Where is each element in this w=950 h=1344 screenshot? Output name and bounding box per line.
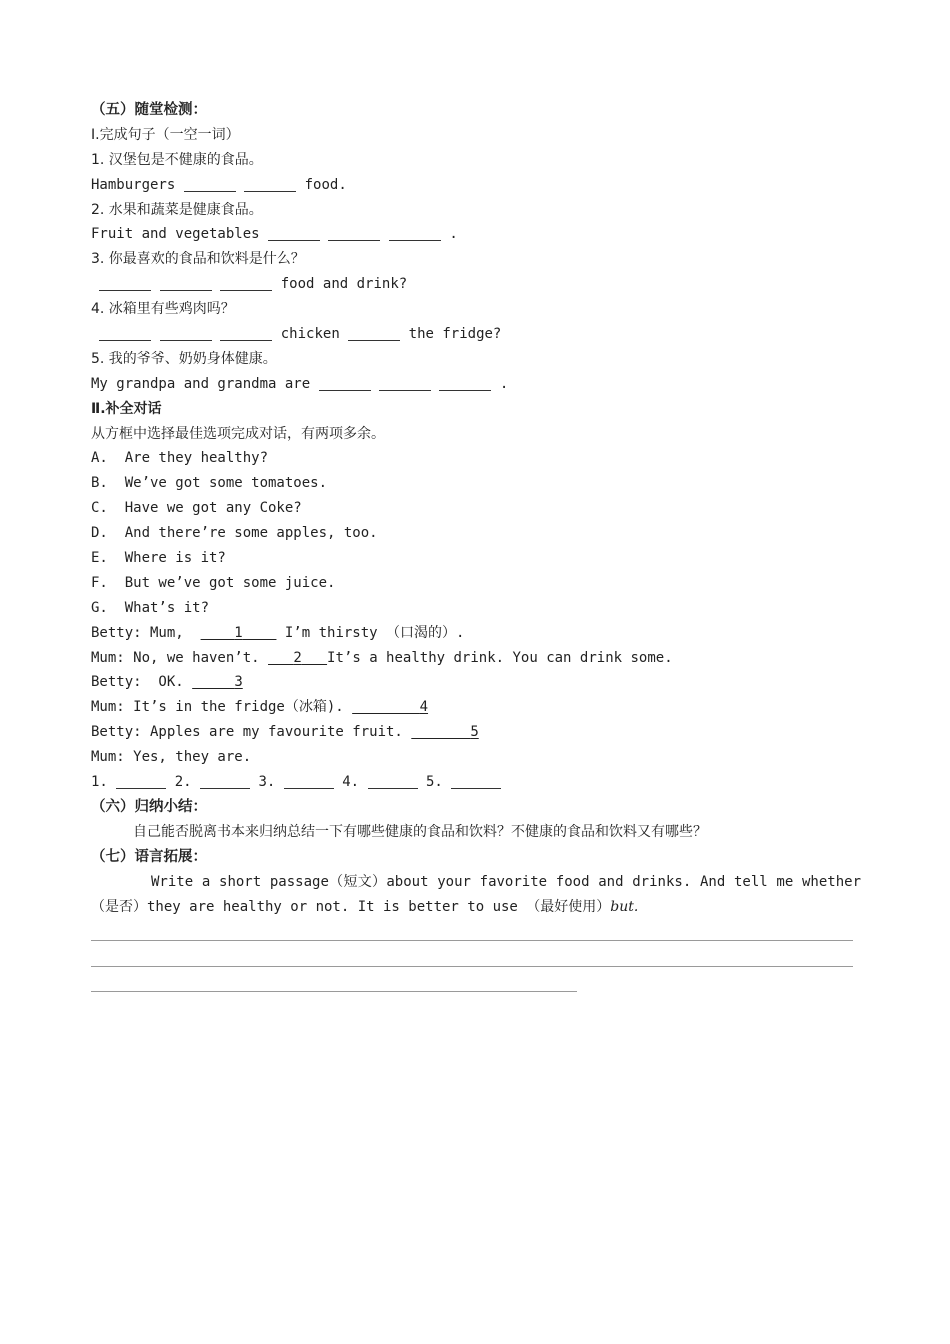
option-d: D. And there’re some apples, too. [91, 525, 378, 542]
item1-english: Hamburgers food. [91, 176, 347, 193]
blank[interactable] [184, 175, 236, 192]
option-c: C. Have we got any Coke? [91, 500, 302, 517]
dialogue-line: Mum: Yes, they are. [91, 749, 252, 766]
blank[interactable] [160, 324, 212, 341]
dialogue-line: Mum: No, we haven’t. 2 It’s a healthy drink. You can drink some. [91, 646, 861, 671]
writing-line[interactable] [91, 991, 577, 992]
worksheet-page [91, 98, 861, 920]
section7-text: Write a short passage（短文）about your favorite food and drinks. And tell me whether（是否）they are healthy or not. It is better to use （最好使用）but. [91, 873, 861, 915]
blank[interactable] [220, 274, 272, 291]
dialogue-line: Mum: It’s in the fridge（冰箱). 4 [91, 695, 861, 720]
dialogue-line: Betty: Mum, 1 I’m thirsty （口渴的）. [91, 621, 861, 646]
writing-line[interactable] [91, 940, 853, 941]
answer-blank[interactable] [451, 772, 501, 789]
blank[interactable] [160, 274, 212, 291]
option-f: F. But we’ve got some juice. [91, 574, 336, 591]
answer-row: 1. 2. 3. 4. 5. [91, 770, 861, 795]
blank[interactable] [348, 324, 400, 341]
answer-blank[interactable] [368, 772, 418, 789]
blank[interactable] [328, 224, 380, 241]
section6-heading: （六）归纳小结： [91, 798, 207, 815]
item1-chinese: 1. 汉堡包是不健康的食品。 [91, 151, 263, 168]
answer-blank[interactable] [200, 772, 250, 789]
item2-english: Fruit and vegetables . [91, 226, 458, 243]
blank[interactable] [99, 274, 151, 291]
item5-english: My grandpa and grandma are . [91, 375, 509, 392]
item4-chinese: 4. 冰箱里有些鸡肉吗？ [91, 301, 235, 318]
blank[interactable] [268, 224, 320, 241]
blank[interactable] [389, 224, 441, 241]
option-e: E. Where is it? [91, 550, 226, 567]
dialogue-blank[interactable]: 3 [234, 674, 243, 691]
answer-blank[interactable] [116, 772, 166, 789]
option-g: G. What’s it? [91, 599, 210, 616]
part2-title: Ⅱ.补全对话 [91, 400, 162, 417]
section6-text: 自己能否脱离书本来归纳总结一下有哪些健康的食品和饮料？不健康的食品和饮料又有哪些？ [133, 823, 707, 840]
item2-chinese: 2. 水果和蔬菜是健康食品。 [91, 201, 263, 218]
item4-english: chicken the fridge? [91, 322, 861, 347]
dialogue-blank[interactable]: 5 [470, 724, 479, 741]
option-a: A. Are they healthy? [91, 450, 269, 467]
dialogue-blank[interactable]: 2 [293, 649, 302, 666]
part1-title: Ⅰ.完成句子（一空一词） [91, 126, 240, 143]
blank[interactable] [99, 324, 151, 341]
part2-instruction: 从方框中选择最佳选项完成对话，有两项多余。 [91, 425, 385, 442]
blank[interactable] [220, 324, 272, 341]
option-b: B. We’ve got some tomatoes. [91, 475, 328, 492]
answer-blank[interactable] [284, 772, 334, 789]
blank[interactable] [439, 374, 491, 391]
blank[interactable] [244, 175, 296, 192]
dialogue-blank[interactable]: 1 [234, 624, 243, 641]
item3-english: food and drink? [91, 272, 861, 297]
dialogue-line: Betty: OK. 3 [91, 670, 861, 695]
item5-chinese: 5. 我的爷爷、奶奶身体健康。 [91, 350, 277, 367]
blank[interactable] [319, 374, 371, 391]
writing-line[interactable] [91, 966, 853, 967]
dialogue-line: Betty: Apples are my favourite fruit. 5 [91, 720, 861, 745]
dialogue-blank[interactable]: 4 [419, 699, 429, 716]
section7-heading: （七）语言拓展： [91, 848, 207, 865]
section5-heading: （五）随堂检测： [91, 102, 207, 118]
item3-chinese: 3. 你最喜欢的食品和饮料是什么？ [91, 251, 305, 268]
blank[interactable] [379, 374, 431, 391]
